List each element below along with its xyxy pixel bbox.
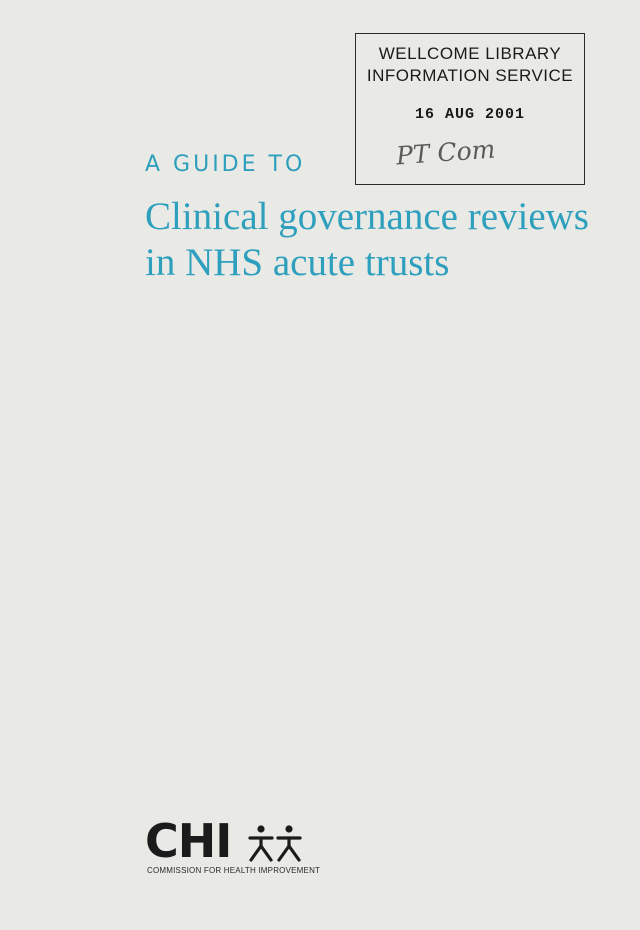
stamp-date: 16 AUG 2001 xyxy=(414,106,526,123)
chi-logo-subtitle: COMMISSION FOR HEALTH IMPROVEMENT xyxy=(147,866,321,875)
stamp-line-library: WELLCOME LIBRARY xyxy=(378,44,562,63)
people-figures-icon xyxy=(247,824,305,864)
stamp-handwritten-note: PT Com xyxy=(395,134,497,171)
stamp-line-service: INFORMATION SERVICE xyxy=(366,66,574,85)
chi-logo xyxy=(145,814,321,875)
cover-title xyxy=(145,194,625,286)
cover-title-line-1: Clinical governance reviews xyxy=(145,195,589,238)
chi-logo-letters: CHI xyxy=(145,814,232,868)
cover-kicker: A GUIDE TO xyxy=(145,152,306,177)
cover-title-line-2: in NHS acute trusts xyxy=(145,241,450,284)
library-stamp xyxy=(355,33,585,185)
